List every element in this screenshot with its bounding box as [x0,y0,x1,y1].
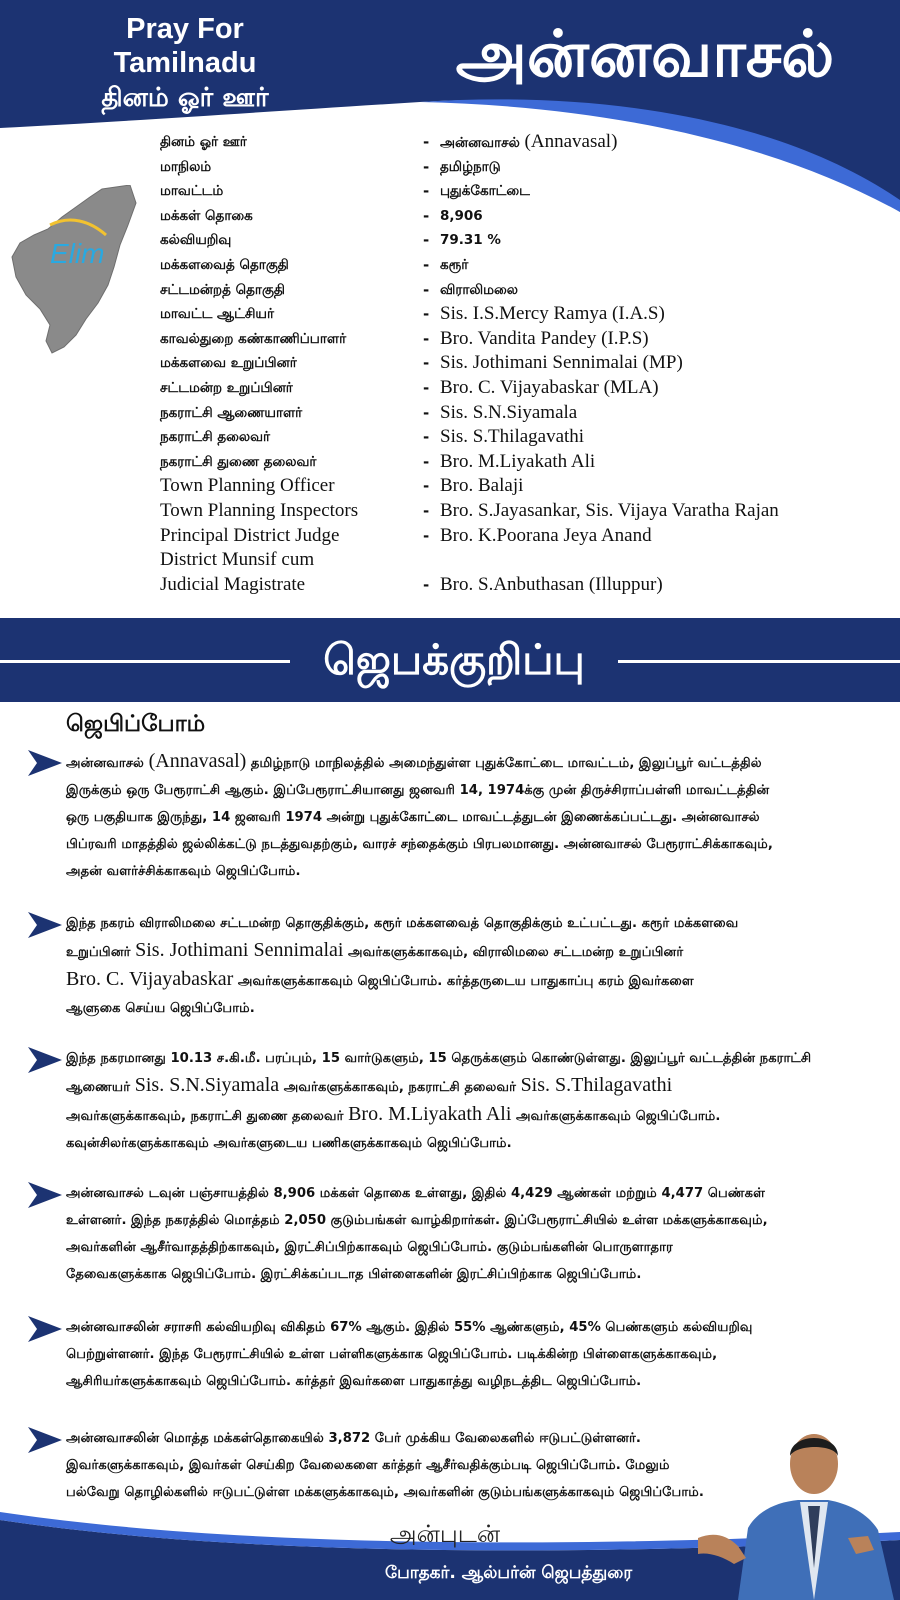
arrow-bullet-icon [28,1316,62,1342]
info-key: Judicial Magistrate [160,573,306,595]
para-english-name: Bro. M.Liyakath Ali [348,1103,512,1125]
info-key: நகராட்சி தலைவர் [160,429,271,446]
info-dash: - [423,329,430,348]
para-line: இருக்கும் ஒரு பேரூராட்சி ஆகும். இப்பேரூராட்சியானது ஜனவரி 14, 1974க்கு முன் திருச்சிராப்பள்ளி மாவட்டத்தின் [66,783,770,798]
info-dash: - [423,133,430,151]
info-dash: - [423,501,430,520]
para-line: இந்த நகரமானது 10.13 ச.கி.மீ. பரப்பும், 15 வார்டுகளும், 15 தெருக்களும் கொண்டுள்ளது. இலுப்பூர் வட்டத்தின் நகராட்சி [66,1051,812,1066]
prayer-paragraph [66,910,876,1022]
info-row [160,253,880,278]
para-line: பிப்ரவரி மாதத்தில் ஜல்லிக்கட்டு நடத்துவதற்கும், வாரச் சந்தைக்கும் பிரபலமானது. அன்னவாசல் பேரூராட்சிக்காகவும், [66,837,773,852]
para-line [66,1101,876,1130]
header-town-title: அன்னவாசல் [455,18,835,92]
info-value: கரூர் [440,256,469,273]
para-line: இந்த நகரம் விராலிமலை சட்டமன்ற தொகுதிக்கும், கரூர் மக்களவைத் தொகுதிக்கும் உட்பட்டது. கரூர் மக்களவை [66,916,739,931]
para-english-name: Sis. S.N.Siyamala [134,1074,280,1096]
para-line: பெற்றுள்ளனர். இந்த பேரூராட்சியில் உள்ள பள்ளிகளுக்காக ஜெபிப்போம். படிக்கின்ற பிள்ளைகளுக்காகவும், [66,1347,718,1362]
info-key: மக்கள் தொகை [160,207,253,224]
tamilnadu-map-icon [10,185,140,355]
info-key: காவல்துறை கண்காணிப்பாளர் [160,330,347,347]
para-english-name: (Annavasal) [148,750,247,772]
para-line [66,1072,876,1101]
header-tagline [60,12,310,116]
prayer-paragraph [66,748,876,885]
info-key: மாநிலம் [160,158,212,175]
info-value: Bro. K.Poorana Jeya Anand [440,524,652,546]
band-divider-right [618,660,900,663]
header-line2: தினம் ஓர் ஊர் [101,83,269,113]
info-value [440,130,617,155]
info-key: நகராட்சி துணை தலைவர் [160,453,317,470]
info-dash: - [423,452,430,471]
info-value: Bro. S.Anbuthasan (Illuppur) [440,573,663,595]
info-value: Bro. M.Liyakath Ali [440,450,596,472]
info-key: கல்வியறிவு [160,232,232,249]
arrow-bullet-icon [28,912,62,938]
para-english-name: Sis. Jothimani Sennimalai [135,939,344,961]
info-key: Town Planning Inspectors [160,499,359,521]
info-key: மாவட்டம் [160,183,224,200]
info-key: மாவட்ட ஆட்சியர் [160,306,275,323]
info-value: Bro. C. Vijayabaskar (MLA) [440,376,659,398]
info-key: District Munsif cum [160,549,315,571]
arrow-bullet-icon [28,1427,62,1453]
pastor-signature: போதகர். ஆல்பர்ன் ஜெபத்துரை [385,1563,633,1583]
info-row [160,130,880,155]
para-text: அவர்களுக்காகவும் ஜெபிப்போம். [516,1109,721,1124]
para-line: ஆசிரியர்களுக்காகவும் ஜெபிப்போம். கர்த்தர் இவர்களை பாதுகாத்து வழிநடத்திட ஜெபிப்போம். [66,1374,642,1389]
para-line [66,937,876,966]
info-row [160,499,880,524]
para-english-name: Sis. S.Thilagavathi [520,1074,673,1096]
info-value: Bro. Balaji [440,475,524,497]
para-text: உறுப்பினர் [66,945,131,960]
arrow-bullet-icon [28,750,62,776]
info-row [160,425,880,450]
info-key: Principal District Judge [160,524,340,546]
info-dash: - [423,231,430,250]
info-dash: - [423,575,430,594]
info-key: மக்களவை உறுப்பினர் [160,355,297,372]
arrow-bullet-icon [28,1047,62,1073]
info-row [160,351,880,376]
arrow-bullet-icon [28,1182,62,1208]
info-row [160,450,880,475]
info-value: Sis. I.S.Mercy Ramya (I.A.S) [440,303,665,325]
info-value: Bro. S.Jayasankar, Sis. Vijaya Varatha Rajan [440,499,779,521]
info-value: 8,906 [440,207,483,224]
prayer-paragraph [66,1180,876,1288]
info-key: தினம் ஓர் ஊர் [160,134,247,150]
header-line1: Pray For Tamilnadu [113,13,257,79]
info-row [160,155,880,180]
para-line: தேவைகளுக்காக ஜெபிப்போம். இரட்சிக்கப்படாத பிள்ளைகளின் இரட்சிப்பிற்காக ஜெபிப்போம். [66,1267,642,1282]
para-text: அவர்களுக்காகவும் ஜெபிப்போம். கர்த்தருடைய பாதுகாப்பு கரம் இவர்களை [237,974,694,989]
info-value: 79.31 % [440,232,501,249]
info-key: சட்டமன்ற உறுப்பினர் [160,379,293,396]
prayer-paragraph [66,1045,876,1157]
info-key: Town Planning Officer [160,475,335,497]
para-english-name: Bro. C. Vijayabaskar [66,968,234,990]
para-text: அவர்களுக்காகவும், நகராட்சி தலைவர் [283,1080,516,1095]
info-row [160,524,880,549]
info-value: Sis. Jothimani Sennimalai (MP) [440,352,683,374]
para-line: ஒரு பகுதியாக இருந்து, 14 ஜனவரி 1974 அன்று புதுக்கோட்டை மாவட்டத்துடன் இணைக்கப்பட்டது. அன்னவாசல் [66,810,760,825]
para-text: ஆணையர் [66,1080,131,1095]
info-row [160,278,880,303]
info-value: Sis. S.Thilagavathi [440,426,585,448]
para-line: அன்னவாசல் டவுன் பஞ்சாயத்தில் 8,906 மக்கள் தொகை உள்ளது, இதில் 4,429 ஆண்கள் மற்றும் 4,477 பெண்கள் [66,1186,765,1201]
para-text: தமிழ்நாடு மாநிலத்தில் அமைந்துள்ள புதுக்கோட்டை மாவட்டம், இலுப்பூர் வட்டத்தில் [250,756,762,771]
para-line: அன்னவாசலின் சராசரி கல்வியறிவு விகிதம் 67% ஆகும். இதில் 55% ஆண்களும், 45% பெண்களும் கல்வியறிவு [66,1320,753,1335]
info-dash: - [423,403,430,422]
info-row [160,302,880,327]
prayer-heading: ஜெபிப்போம் [66,711,206,737]
info-key: மக்களவைத் தொகுதி [160,256,289,273]
info-row [160,474,880,499]
para-line: உள்ளனர். இந்த நகரத்தில் மொத்தம் 2,050 குடும்பங்கள் வாழ்கிறார்கள். இப்பேரூராட்சியில் உள்ள மக்களுக்காகவும், [66,1213,768,1228]
info-dash: - [423,428,430,447]
band-divider-left [0,660,290,663]
info-row [160,573,880,598]
info-dash: - [423,477,430,496]
info-value: Bro. Vandita Pandey (I.P.S) [440,327,649,349]
para-line: அதன் வளர்ச்சிக்காகவும் ஜெபிப்போம். [66,864,301,879]
info-row [160,376,880,401]
info-row [160,401,880,426]
para-line: அவர்களின் ஆசீர்வாதத்திற்காகவும், இரட்சிப்பிற்காகவும் ஜெபிப்போம். குடும்பங்களின் பொருளாதார [66,1240,673,1255]
info-dash: - [423,206,430,225]
para-line: அன்னவாசலின் மொத்த மக்கள்தொகையில் 3,872 பேர் முக்கிய வேலைகளில் ஈடுபட்டுள்ளனர். [66,1431,641,1446]
info-row [160,228,880,253]
info-dash: - [423,182,430,201]
prayer-paragraph [66,1314,876,1395]
para-line: கவுன்சிலர்களுக்காகவும் அவர்களுடைய பணிகளுக்காகவும் ஜெபிப்போம். [66,1136,512,1151]
info-dash: - [423,280,430,299]
info-key: நகராட்சி ஆணையாளர் [160,404,303,421]
info-dash: - [423,354,430,373]
para-line [66,966,876,995]
info-dash: - [423,526,430,545]
para-line: பல்வேறு தொழில்களில் ஈடுபட்டுள்ள மக்களுக்காகவும், அவர்களின் குடும்பங்களுக்காகவும் ஜெபிப்போம். [66,1485,704,1500]
info-row [160,548,880,573]
info-value: விராலிமலை [440,281,518,298]
para-line: ஆளுகை செய்ய ஜெபிப்போம். [66,1001,255,1016]
info-row [160,327,880,352]
info-dash: - [423,255,430,274]
info-dash: - [423,305,430,324]
info-dash: - [423,378,430,397]
para-text: அன்னவாசல் [66,756,144,771]
info-key: சட்டமன்றத் தொகுதி [160,281,285,298]
info-dash: - [423,157,430,176]
map-logo-text: Elim [50,238,105,269]
info-value-english: (Annavasal) [524,131,618,152]
section-title-band [0,618,900,702]
info-value: புதுக்கோட்டை [440,183,530,200]
para-text: அவர்களுக்காகவும், நகராட்சி துணை தலைவர் [66,1109,344,1124]
info-value: Sis. S.N.Siyamala [440,401,578,423]
info-value: தமிழ்நாடு [440,158,501,175]
info-row [160,204,880,229]
closing-text: அன்புடன் [389,1520,501,1548]
para-text: அவர்களுக்காகவும், விராலிமலை சட்டமன்ற உறுப்பினர் [348,945,684,960]
info-value-tamil: அன்னவாசல் [440,135,520,151]
pastor-photo [698,1418,900,1600]
para-line: இவர்களுக்காகவும், இவர்கள் செய்கிற வேலைகளை கர்த்தர் ஆசீர்வதிக்கும்படி ஜெபிப்போம். மேலும் [66,1458,670,1473]
prayer-paragraph [66,1425,746,1506]
info-row [160,179,880,204]
section-title: ஜெபக்குறிப்பு [323,635,585,684]
para-line [66,748,876,777]
town-info-table [160,130,880,597]
